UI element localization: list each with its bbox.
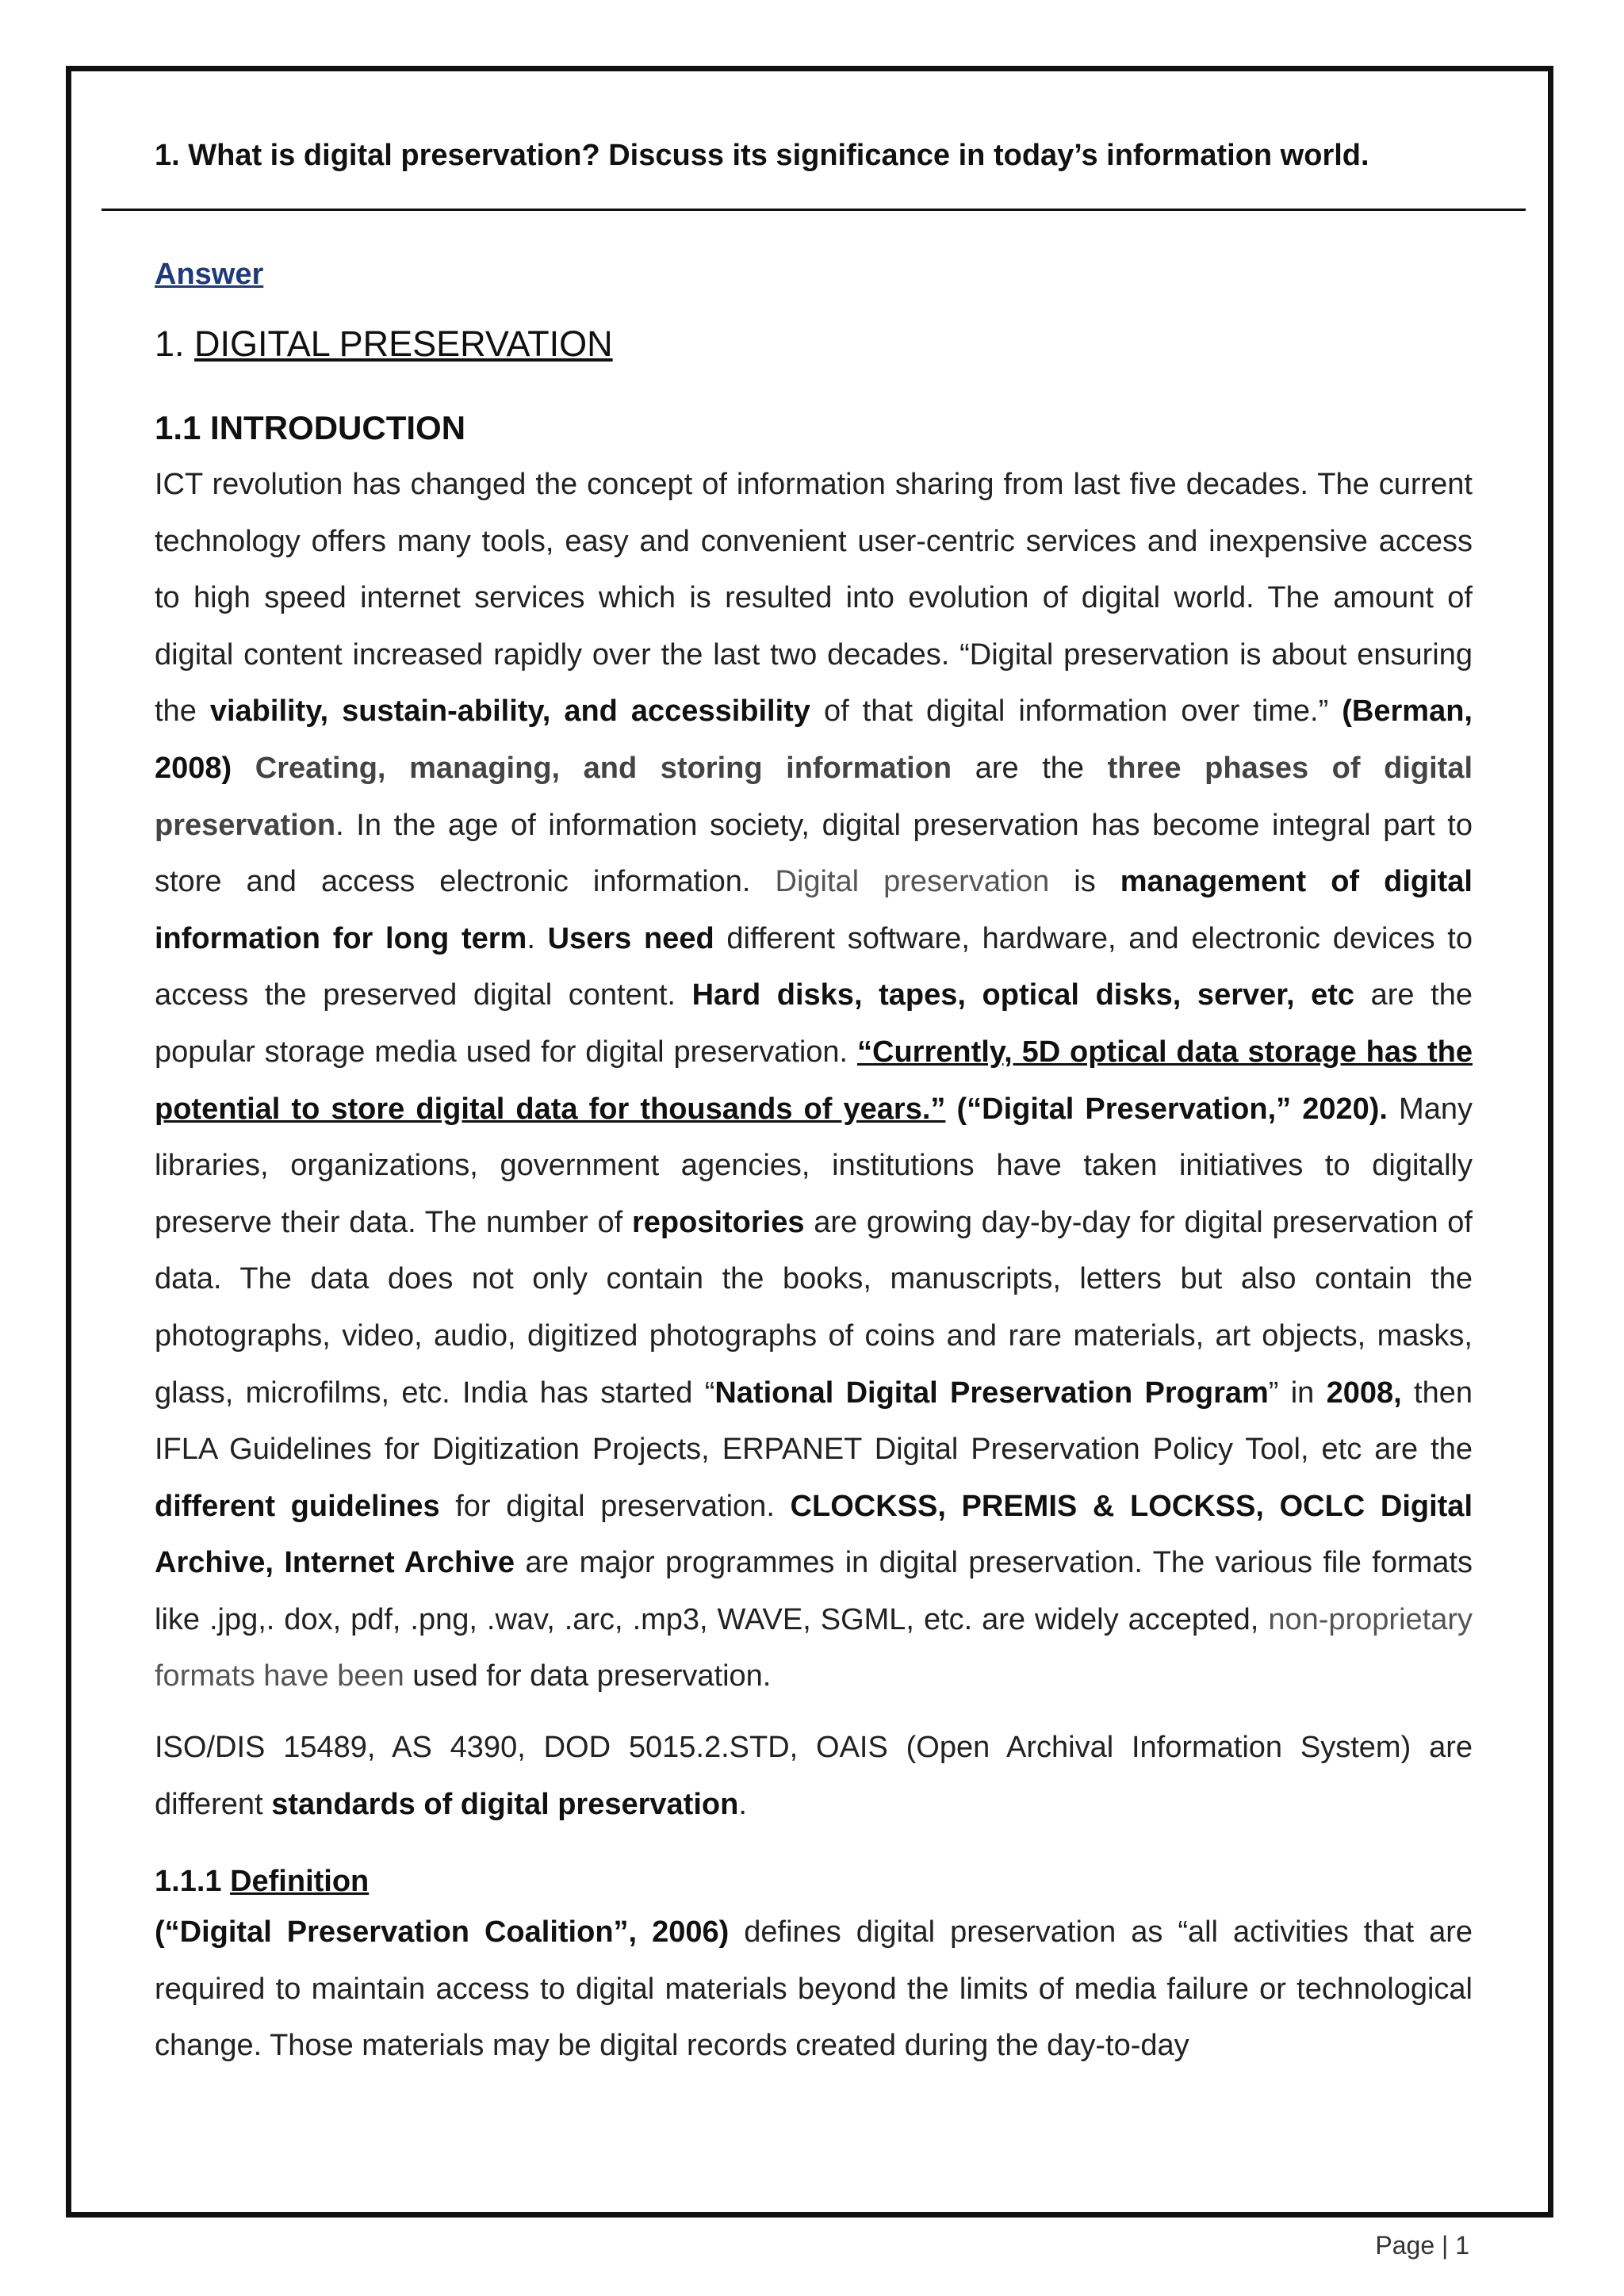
- bold-text: three phases of digital preservation: [155, 751, 1473, 842]
- text: are the: [952, 751, 1108, 785]
- page-number: 1: [1455, 2231, 1469, 2260]
- subsection-heading-introduction: 1.1 INTRODUCTION: [155, 409, 466, 446]
- text: . In the age of information society, digital preservation has become integral part to store and access electronic information.: [155, 808, 1473, 899]
- bold-text: standards of digital preservation: [271, 1787, 739, 1821]
- text: is: [1049, 865, 1120, 899]
- bold-text: National Digital Preservation Program: [714, 1376, 1269, 1410]
- text: [945, 1093, 956, 1126]
- subsection-heading-definition: [155, 1858, 1473, 1904]
- bold-text: different guidelines: [155, 1489, 440, 1523]
- section-heading-digital-preservation: [155, 322, 1473, 366]
- text: are major programmes in digital preservation. The various file formats like .jpg,. dox, pdf, .png, .wav, .arc, .mp3, WAVE, SGML, etc. are widely accepted,: [155, 1546, 1473, 1636]
- text: .: [527, 921, 548, 955]
- bold-text: Users need: [547, 921, 714, 955]
- bold-text: management of digital information for long term: [155, 865, 1473, 955]
- footer-label: Page: [1375, 2231, 1435, 2260]
- bold-text: CLOCKSS, PREMIS & LOCKSS, OCLC Digital Archive, Internet Archive: [155, 1489, 1473, 1580]
- text: ” in: [1268, 1376, 1327, 1410]
- bold-text: Creating, managing, and storing information: [255, 751, 952, 785]
- page-number-footer: [1375, 2229, 1469, 2261]
- text: .: [738, 1787, 747, 1821]
- bold-text: viability, sustain-ability, and accessibility: [209, 695, 810, 729]
- text: used for data preservation.: [404, 1659, 772, 1693]
- definition-paragraph: [155, 1904, 1473, 2075]
- subsection-number: 1.1.1: [155, 1865, 231, 1899]
- subsection-title: Definition: [230, 1865, 370, 1899]
- text: Digital preservation: [775, 865, 1050, 899]
- bold-text: Hard disks, tapes, optical disks, server, etc: [691, 978, 1355, 1012]
- underlined-quote: “Currently, 5D optical data storage has the potential to store digital data for thousands of years.”: [155, 1035, 1473, 1126]
- text: of that digital information over time.”: [810, 695, 1342, 729]
- answer-content: [155, 254, 1473, 2075]
- text: defines digital preservation as “all activities that are required to maintain access to digital materials beyond the limits of media failure or technological change. Those materials may be digital records created during the day-to-day: [155, 1915, 1473, 2063]
- text: are the popular storage media used for digital preservation.: [155, 978, 1473, 1069]
- horizontal-rule: [102, 209, 1526, 211]
- standards-paragraph: [155, 1720, 1473, 1833]
- text: non-proprietary formats have been: [155, 1602, 1473, 1693]
- text: ICT revolution has changed the concept of information sharing from last five decades. The current technology offers many tools, easy and convenient user-centric services and inexpensive access to high speed internet services which is resulted into evolution of digital world. The amount of digital content increased rapidly over the last two decades. “Digital preservation is about ensuring the: [155, 468, 1473, 729]
- bold-text: 2008,: [1326, 1376, 1402, 1410]
- introduction-paragraph: [155, 457, 1473, 1705]
- text: for digital preservation.: [439, 1489, 791, 1523]
- citation: (“Digital Preservation Coalition”, 2006): [155, 1915, 730, 1950]
- bold-text: repositories: [631, 1205, 805, 1239]
- citation: (“Digital Preservation,” 2020).: [956, 1092, 1388, 1126]
- footer-separator: |: [1442, 2231, 1449, 2260]
- citation: (Berman, 2008): [155, 695, 1473, 785]
- text: ISO/DIS 15489, AS 4390, DOD 5015.2.STD, OAIS (Open Archival Information System) are different: [155, 1731, 1473, 1821]
- text: are growing day-by-day for digital preservation of data. The data does not only contain the books, manuscripts, letters but also contain the photographs, video, audio, digitized photographs of coins and rare materials, art objects, masks, glass, microfilms, etc. India has started “: [155, 1205, 1473, 1410]
- text: Many libraries, organizations, government agencies, institutions have taken initiatives to digitally preserve their data. The number of: [155, 1092, 1473, 1239]
- text: then IFLA Guidelines for Digitization Projects, ERPANET Digital Preservation Policy Tool, etc are the: [155, 1376, 1473, 1467]
- text: [232, 752, 255, 785]
- section-number: 1.: [155, 323, 195, 364]
- question-heading: 1. What is digital preservation? Discuss its significance in today’s information world.: [155, 139, 1369, 172]
- section-title: DIGITAL PRESERVATION: [194, 323, 613, 364]
- text: different software, hardware, and electronic devices to access the preserved digital content.: [155, 921, 1473, 1012]
- answer-label: Answer: [155, 258, 264, 291]
